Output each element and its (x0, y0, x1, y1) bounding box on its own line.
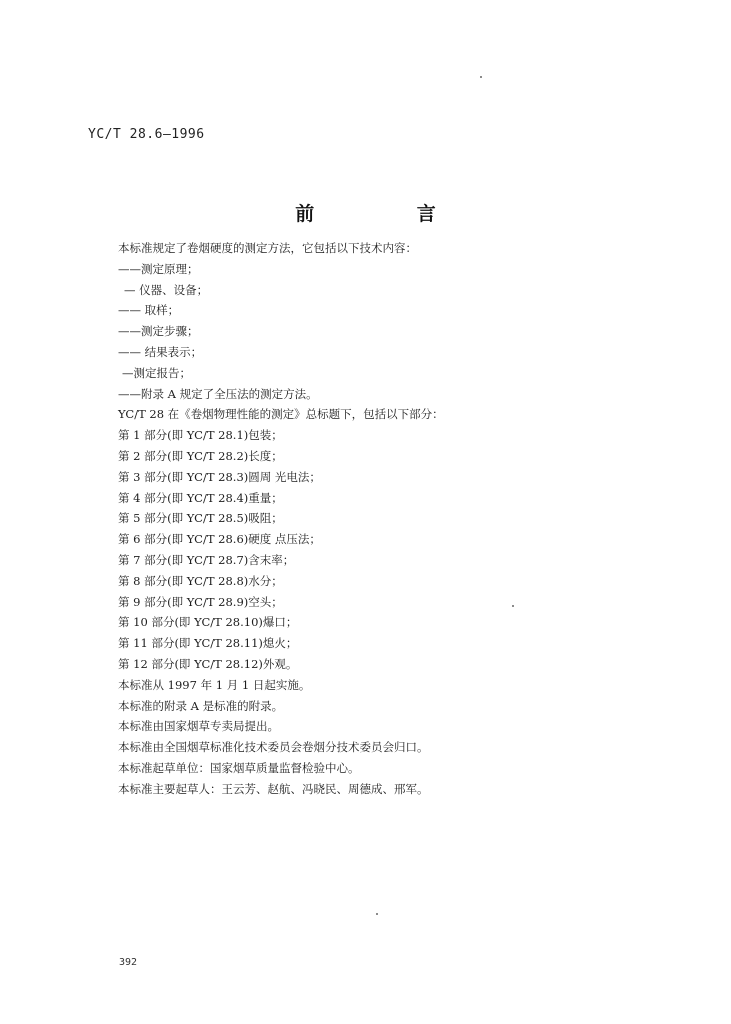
body-line: ——附录 A 规定了全压法的测定方法。 (118, 386, 318, 401)
page-number: 392 (119, 957, 138, 968)
scan-speck (512, 605, 514, 607)
body-line: 本标准主要起草人：王云芳、赵航、冯晓民、周德成、邢军。 (118, 781, 429, 796)
body-line: 第 6 部分(即 YC/T 28.6)硬度 点压法； (118, 532, 321, 547)
body-line: 第 1 部分(即 YC/T 28.1)包装； (118, 428, 283, 443)
body-line: YC/T 28 在《卷烟物理性能的测定》总标题下，包括以下部分： (118, 407, 444, 422)
body-line: 第 2 部分(即 YC/T 28.2)长度； (118, 448, 283, 463)
body-line: 第 4 部分(即 YC/T 28.4)重量； (118, 490, 283, 505)
body-line: 本标准从 1997 年 1 月 1 日起实施。 (118, 677, 311, 692)
body-line: —— 结果表示； (118, 344, 203, 359)
body-line: 第 7 部分(即 YC/T 28.7)含末率； (118, 552, 295, 567)
body-line: 本标准规定了卷烟硬度的测定方法，它包括以下技术内容： (118, 241, 417, 255)
body-line: 第 5 部分(即 YC/T 28.5)吸阻； (118, 511, 283, 526)
body-line: 第 12 部分(即 YC/T 28.12)外观。 (118, 656, 298, 671)
body-line: ——测定步骤； (118, 324, 199, 339)
body-line: 第 10 部分(即 YC/T 28.10)爆口； (118, 615, 298, 630)
scan-speck (480, 76, 482, 78)
page-title: 前 言 (295, 203, 484, 225)
body-line: 第 11 部分(即 YC/T 28.11)熄火； (118, 636, 298, 651)
body-line: ——测定原理； (118, 261, 199, 276)
body-line: 第 8 部分(即 YC/T 28.8)水分； (118, 573, 283, 588)
body-line: 本标准由全国烟草标准化技术委员会卷烟分技术委员会归口。 (118, 740, 429, 755)
body-line: 第 9 部分(即 YC/T 28.9)空头； (118, 594, 283, 609)
body-line: —— 取样； (118, 303, 180, 318)
body-line: 本标准起草单位：国家烟草质量监督检验中心。 (118, 760, 360, 775)
body-line: 本标准由国家烟草专卖局提出。 (118, 719, 279, 734)
body-line: —测定报告； (122, 365, 191, 380)
standard-code: YC/T 28.6—1996 (88, 127, 205, 142)
body-line: 第 3 部分(即 YC/T 28.3)圆周 光电法； (118, 469, 321, 484)
scan-speck (376, 913, 378, 915)
body-line: 本标准的附录 A 是标准的附录。 (118, 698, 284, 713)
foreword-body (118, 238, 638, 800)
body-line: — 仪器、设备； (124, 282, 209, 297)
